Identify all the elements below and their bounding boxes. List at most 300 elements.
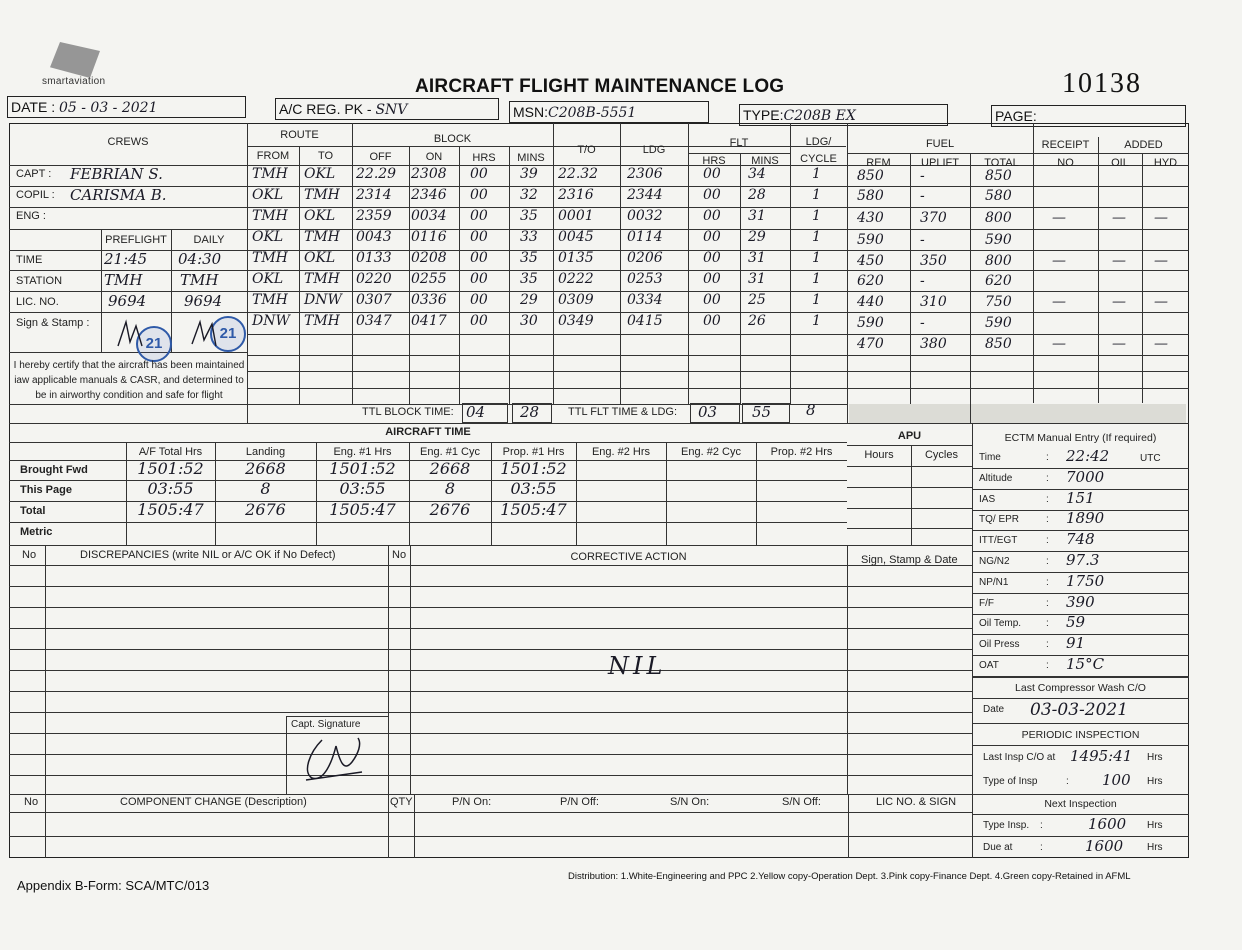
total-header: TOTAL xyxy=(984,157,1019,169)
logo-mark-icon xyxy=(50,42,100,78)
leg-6-to: 0222 xyxy=(558,271,594,287)
apu-header: APU xyxy=(897,430,922,442)
leg-1-bhrs: 00 xyxy=(470,166,488,182)
leg-8-bhrs: 00 xyxy=(470,313,488,329)
last-insp-value: 1495:41 xyxy=(1070,747,1133,765)
block-hrs-header: HRS xyxy=(472,152,496,164)
leg-5-ldg: 0206 xyxy=(627,250,663,266)
leg-1-bmins: 39 xyxy=(520,166,538,182)
leg-7-cyc: 1 xyxy=(812,292,821,308)
leg-2-from: OKL xyxy=(252,187,284,203)
leg-2-bmins: 32 xyxy=(520,187,538,203)
ectm-value-5: 748 xyxy=(1066,530,1095,549)
discrepancy-row-line xyxy=(9,775,972,776)
aircraft-time-r3-c2: 2676 xyxy=(245,500,286,519)
lic-sign-header: LIC NO. & SIGN xyxy=(876,796,957,808)
leg-5-on: 0208 xyxy=(411,250,447,266)
daily-lic: 9694 xyxy=(184,292,223,310)
ectm-colon-9: : xyxy=(1046,618,1049,630)
ttl-block-mins: 28 xyxy=(520,403,540,421)
leg-4-to: 0045 xyxy=(558,229,594,245)
daily-time: 04:30 xyxy=(178,250,222,268)
aircraft-time-row-label-1: Brought Fwd xyxy=(20,464,88,476)
leg-4-to: TMH xyxy=(304,229,340,245)
ectm-value-11: 15°C xyxy=(1066,655,1105,673)
ttl-ldg: 8 xyxy=(806,401,816,419)
flt-header: FLT xyxy=(729,137,749,149)
station-label: STATION xyxy=(16,275,63,287)
fuel-9-oil: — xyxy=(1112,336,1126,352)
fuel-5-rem: 450 xyxy=(857,253,884,269)
preflight-lic: 9694 xyxy=(108,292,147,310)
ectm-value-9: 59 xyxy=(1066,613,1086,632)
capt-label: CAPT : xyxy=(16,168,52,180)
leg-1-to: 22.32 xyxy=(558,166,599,182)
fuel-7-uplift: 310 xyxy=(920,294,947,310)
aircraft-time-r3-c4: 2676 xyxy=(429,500,471,519)
comp-no-header: No xyxy=(24,796,39,808)
date-value: 05 - 03 - 2021 xyxy=(58,100,158,116)
fuel-3-receipt: — xyxy=(1052,210,1066,226)
ectm-colon-1: : xyxy=(1046,452,1049,463)
type-insp-label: Type of Insp xyxy=(983,776,1038,787)
landing-header: LDG xyxy=(642,144,666,156)
time-label: TIME xyxy=(16,254,43,266)
leg-8-to: TMH xyxy=(304,313,340,329)
on-header: ON xyxy=(425,151,443,163)
leg-2-on: 2346 xyxy=(411,187,447,203)
aircraft-time-r1-c5: 1501:52 xyxy=(500,459,567,478)
ectm-value-10: 91 xyxy=(1066,634,1086,653)
compressor-date-label: Date xyxy=(983,704,1005,715)
leg-3-fmins: 31 xyxy=(748,208,766,224)
last-insp-label: Last Insp C/O at xyxy=(983,752,1056,763)
leg-8-to: 0349 xyxy=(558,313,594,329)
block-header: BLOCK xyxy=(433,133,472,145)
leg-7-fmins: 25 xyxy=(748,292,766,308)
route-header: ROUTE xyxy=(280,129,319,141)
msn-field[interactable] xyxy=(509,101,709,123)
next-inspection-header: Next Inspection xyxy=(1044,798,1117,810)
leg-5-fmins: 31 xyxy=(748,250,766,266)
leg-5-cyc: 1 xyxy=(812,250,821,266)
periodic-inspection-header: PERIODIC INSPECTION xyxy=(1021,729,1140,741)
page-title: AIRCRAFT FLIGHT MAINTENANCE LOG xyxy=(415,76,785,97)
fuel-2-total: 580 xyxy=(985,188,1012,204)
type-insp-value: 100 xyxy=(1102,771,1131,789)
ttl-block-label: TTL BLOCK TIME: xyxy=(362,406,454,418)
leg-1-to: OKL xyxy=(304,166,336,182)
leg-7-to: DNW xyxy=(304,292,342,308)
next-type-label: Type Insp. xyxy=(983,820,1030,831)
leg-7-on: 0336 xyxy=(411,292,447,308)
leg-5-to: OKL xyxy=(304,250,336,266)
aircraft-time-r2-c1: 03:55 xyxy=(147,479,194,498)
fuel-3-hyd: — xyxy=(1154,210,1168,226)
leg-3-from: TMH xyxy=(252,208,288,224)
leg-8-from: DNW xyxy=(252,313,290,329)
aircraft-time-header: AIRCRAFT TIME xyxy=(385,426,471,438)
leg-3-on: 0034 xyxy=(411,208,447,224)
preflight-stamp: 21 xyxy=(136,326,172,362)
due-at-unit: Hrs xyxy=(1147,842,1163,853)
fuel-9-hyd: — xyxy=(1154,336,1168,352)
fuel-header: FUEL xyxy=(925,138,955,150)
eng-label: ENG : xyxy=(16,210,46,222)
apu-hours-header: Hours xyxy=(864,449,894,461)
fuel-8-uplift: - xyxy=(920,315,925,331)
fuel-1-total: 850 xyxy=(985,168,1012,184)
nil-entry: NIL xyxy=(608,652,667,680)
preflight-header: PREFLIGHT xyxy=(105,234,167,246)
added-header: ADDED xyxy=(1124,139,1163,151)
sign-label: Sign & Stamp : xyxy=(16,317,90,329)
discrepancy-row-line xyxy=(9,628,972,629)
msn-label: MSN: xyxy=(513,104,548,120)
aircraft-time-col-6: Eng. #2 Hrs xyxy=(591,446,651,458)
reg-label: A/C REG. PK - xyxy=(279,101,372,117)
fuel-4-total: 590 xyxy=(985,232,1012,248)
aircraft-time-col-1: A/F Total Hrs xyxy=(138,446,203,458)
apu-cycles-header: Cycles xyxy=(924,449,958,461)
ectm-label-10: Oil Press xyxy=(979,639,1020,651)
aircraft-time-r3-c3: 1505:47 xyxy=(329,500,396,519)
ectm-value-3: 151 xyxy=(1066,488,1095,507)
flt-mins-header: MINS xyxy=(751,155,779,167)
due-at-value: 1600 xyxy=(1085,837,1124,855)
leg-6-fmins: 31 xyxy=(748,271,766,287)
leg-6-fhrs: 00 xyxy=(703,271,721,287)
aircraft-time-col-7: Eng. #2 Cyc xyxy=(681,446,741,458)
captain-signature-label: Capt. Signature xyxy=(291,719,361,730)
fuel-6-uplift: - xyxy=(920,273,925,289)
last-insp-unit: Hrs xyxy=(1147,752,1163,763)
ectm-label-7: NP/N1 xyxy=(979,576,1009,588)
leg-6-bhrs: 00 xyxy=(470,271,488,287)
copil-value: CARISMA B. xyxy=(70,186,167,204)
fuel-7-rem: 440 xyxy=(857,294,884,310)
leg-5-bhrs: 00 xyxy=(470,250,488,266)
crews-header: CREWS xyxy=(107,136,149,148)
reg-field[interactable] xyxy=(275,98,499,120)
logo-text: smartaviation xyxy=(42,76,106,87)
fuel-6-rem: 620 xyxy=(857,273,884,289)
fuel-7-total: 750 xyxy=(985,294,1012,310)
ectm-colon-5: : xyxy=(1046,535,1049,547)
fuel-5-oil: — xyxy=(1112,253,1126,269)
fuel-3-rem: 430 xyxy=(857,210,884,226)
reg-value: SNV xyxy=(375,102,408,118)
leg-4-from: OKL xyxy=(252,229,284,245)
leg-4-off: 0043 xyxy=(356,229,392,245)
receipt-header-2: NO xyxy=(1057,157,1074,169)
fuel-3-uplift: 370 xyxy=(920,210,947,226)
fuel-9-rem: 470 xyxy=(857,336,884,352)
ectm-colon-8: : xyxy=(1046,597,1049,609)
pn-off-header: P/N Off: xyxy=(560,796,599,808)
preflight-time: 21:45 xyxy=(104,250,148,268)
leg-5-from: TMH xyxy=(252,250,288,266)
leg-1-cyc: 1 xyxy=(812,166,821,182)
fuel-7-receipt: — xyxy=(1052,294,1066,310)
fuel-7-hyd: — xyxy=(1154,294,1168,310)
leg-7-bhrs: 00 xyxy=(470,292,488,308)
leg-3-bmins: 35 xyxy=(520,208,538,224)
receipt-header-1: RECEIPT xyxy=(1041,139,1090,151)
corrective-action-header: CORRECTIVE ACTION xyxy=(570,551,687,563)
ectm-colon-2: : xyxy=(1046,472,1049,484)
corrective-no-header: No xyxy=(392,549,407,561)
leg-3-bhrs: 00 xyxy=(470,208,488,224)
preflight-station: TMH xyxy=(104,271,143,289)
leg-5-off: 0133 xyxy=(356,250,392,266)
uplift-header: UPLIFT xyxy=(921,157,959,169)
ectm-value-6: 97.3 xyxy=(1066,551,1100,569)
fuel-5-total: 800 xyxy=(985,253,1012,269)
ectm-colon-3: : xyxy=(1046,493,1049,505)
leg-1-ldg: 2306 xyxy=(627,166,663,182)
fuel-1-uplift: - xyxy=(920,168,925,184)
fuel-7-oil: — xyxy=(1112,294,1126,310)
discrepancy-row-line xyxy=(9,754,972,755)
ttl-flt-hrs: 03 xyxy=(698,403,718,421)
compressor-date-value: 03-03-2021 xyxy=(1030,700,1129,720)
ectm-label-9: Oil Temp. xyxy=(979,618,1022,630)
fuel-1-rem: 850 xyxy=(857,168,884,184)
hyd-header: HYD xyxy=(1153,157,1178,169)
next-type-value: 1600 xyxy=(1088,815,1127,833)
ectm-colon-7: : xyxy=(1046,576,1049,588)
leg-6-on: 0255 xyxy=(411,271,447,287)
ectm-label-5: ITT/EGT xyxy=(979,535,1018,547)
aircraft-time-r1-c4: 2668 xyxy=(429,459,471,478)
crew-signatures xyxy=(112,316,242,356)
ectm-label-6: NG/N2 xyxy=(979,556,1010,567)
ectm-label-8: F/F xyxy=(979,597,994,609)
aircraft-time-r2-c5: 03:55 xyxy=(510,479,557,498)
leg-5-fhrs: 00 xyxy=(703,250,721,266)
leg-5-to: 0135 xyxy=(558,250,594,266)
discrepancy-row-line xyxy=(9,670,972,671)
ectm-label-11: OAT xyxy=(979,660,999,671)
leg-6-to: TMH xyxy=(304,271,340,287)
aircraft-time-r3-c1: 1505:47 xyxy=(137,500,204,519)
ttl-block-hrs: 04 xyxy=(466,403,486,421)
leg-3-cyc: 1 xyxy=(812,208,821,224)
sign-stamp-date-header: Sign, Stamp & Date xyxy=(861,554,958,566)
leg-8-fhrs: 00 xyxy=(703,313,721,329)
rem-header: REM xyxy=(866,157,891,169)
takeoff-header: T/O xyxy=(577,144,596,156)
ectm-header: ECTM Manual Entry (If required) xyxy=(1004,432,1157,444)
aircraft-time-row-label-2: This Page xyxy=(20,484,72,496)
ectm-colon-11: : xyxy=(1046,660,1049,671)
fuel-3-oil: — xyxy=(1112,210,1126,226)
ectm-colon-4: : xyxy=(1046,514,1049,526)
aircraft-time-col-8: Prop. #2 Hrs xyxy=(770,446,833,458)
appendix-form-ref: Appendix B-Form: SCA/MTC/013 xyxy=(17,878,210,893)
leg-2-ldg: 2344 xyxy=(627,187,663,203)
distribution-note: Distribution: 1.White-Engineering and PPC 2.Yellow copy-Operation Dept. 3.Pink copy-Finance Dept. 4.Green copy-Retained in AFML xyxy=(568,871,1131,882)
fuel-8-rem: 590 xyxy=(857,315,884,331)
leg-3-fhrs: 00 xyxy=(703,208,721,224)
leg-8-cyc: 1 xyxy=(812,313,821,329)
ldg-cycle-header-1: LDG/ xyxy=(805,136,832,148)
to-header: TO xyxy=(317,150,334,162)
ldg-cycle-header-2: CYCLE xyxy=(800,153,837,165)
ectm-label-3: IAS xyxy=(979,493,996,505)
leg-2-cyc: 1 xyxy=(812,187,821,203)
leg-7-bmins: 29 xyxy=(520,292,538,308)
flt-hrs-header: HRS xyxy=(702,155,726,167)
block-mins-header: MINS xyxy=(517,152,545,164)
leg-2-fmins: 28 xyxy=(748,187,766,203)
leg-3-to: 0001 xyxy=(558,208,594,224)
ectm-colon-10: : xyxy=(1046,639,1049,651)
form-number: 10138 xyxy=(1062,68,1142,99)
fuel-5-receipt: — xyxy=(1052,253,1066,269)
fuel-5-uplift: 350 xyxy=(920,253,947,269)
discrepancy-row-line xyxy=(9,712,972,713)
leg-4-on: 0116 xyxy=(411,229,447,245)
leg-7-from: TMH xyxy=(252,292,288,308)
aircraft-time-r3-c5: 1505:47 xyxy=(500,500,567,519)
ectm-unit-1: UTC xyxy=(1140,453,1161,464)
daily-station: TMH xyxy=(180,271,219,289)
ectm-value-4: 1890 xyxy=(1066,509,1105,528)
sn-on-header: S/N On: xyxy=(670,796,710,808)
leg-2-to: TMH xyxy=(304,187,340,203)
ectm-value-8: 390 xyxy=(1066,592,1095,611)
aircraft-time-r2-c3: 03:55 xyxy=(339,479,386,498)
shaded-area xyxy=(849,404,1186,424)
leg-1-fmins: 34 xyxy=(748,166,766,182)
aircraft-time-r1-c3: 1501:52 xyxy=(329,459,396,478)
leg-3-off: 2359 xyxy=(356,208,392,224)
leg-2-off: 2314 xyxy=(356,187,392,203)
leg-8-off: 0347 xyxy=(356,313,392,329)
leg-6-cyc: 1 xyxy=(812,271,821,287)
fuel-9-uplift: 380 xyxy=(920,336,947,352)
off-header: OFF xyxy=(369,151,392,163)
oil-header: OIL xyxy=(1111,157,1129,169)
leg-4-fmins: 29 xyxy=(748,229,766,245)
fuel-2-uplift: - xyxy=(920,188,925,204)
ttl-flt-mins: 55 xyxy=(752,403,772,421)
ttl-flt-label: TTL FLT TIME & LDG: xyxy=(568,406,678,418)
msn-value: C208B-5551 xyxy=(548,105,637,121)
ectm-value-7: 1750 xyxy=(1066,571,1105,590)
leg-2-bhrs: 00 xyxy=(470,187,488,203)
leg-6-off: 0220 xyxy=(356,271,392,287)
leg-4-ldg: 0114 xyxy=(627,229,663,245)
aircraft-time-row-label-3: Total xyxy=(20,505,46,517)
leg-8-fmins: 26 xyxy=(748,313,766,329)
ectm-value-1: 22:42 xyxy=(1066,447,1110,465)
fuel-3-total: 800 xyxy=(985,210,1012,226)
leg-1-fhrs: 00 xyxy=(703,166,721,182)
leg-7-ldg: 0334 xyxy=(627,292,663,308)
captain-signature xyxy=(292,732,372,788)
aircraft-time-r1-c2: 2668 xyxy=(245,459,286,478)
discrepancy-row-line xyxy=(9,691,972,692)
aircraft-time-col-3: Eng. #1 Hrs xyxy=(333,446,392,458)
leg-6-from: OKL xyxy=(252,271,284,287)
leg-1-from: TMH xyxy=(252,166,288,182)
page-label: PAGE: xyxy=(995,108,1037,124)
leg-2-to: 2316 xyxy=(558,187,594,203)
fuel-9-receipt: — xyxy=(1052,336,1066,352)
type-label: TYPE: xyxy=(743,107,784,123)
date-label: DATE : xyxy=(11,99,56,115)
leg-8-bmins: 30 xyxy=(520,313,538,329)
fuel-5-hyd: — xyxy=(1154,253,1168,269)
discrepancy-row-line xyxy=(9,649,972,650)
qty-header: QTY xyxy=(390,796,413,808)
disc-header: DISCREPANCIES (write NIL or A/C OK if No Defect) xyxy=(80,549,336,561)
compressor-wash-header: Last Compressor Wash C/O xyxy=(1015,682,1146,694)
leg-4-fhrs: 00 xyxy=(703,229,721,245)
leg-8-ldg: 0415 xyxy=(627,313,663,329)
leg-7-fhrs: 00 xyxy=(703,292,721,308)
ectm-label-2: Altitude xyxy=(979,472,1013,484)
ectm-label-4: TQ/ EPR xyxy=(979,514,1020,526)
company-logo xyxy=(42,38,142,93)
leg-4-bmins: 33 xyxy=(520,229,538,245)
ectm-colon-6: : xyxy=(1046,556,1049,567)
due-at-label: Due at xyxy=(983,842,1013,853)
certification-text: I hereby certify that the aircraft has been maintained iaw applicable manuals & CASR, and determined to be in airworthy condition and safe for flight xyxy=(13,360,245,401)
daily-header: DAILY xyxy=(193,234,225,246)
fuel-4-uplift: - xyxy=(920,232,925,248)
daily-stamp: 21 xyxy=(210,316,246,352)
leg-4-bhrs: 00 xyxy=(470,229,488,245)
date-field[interactable] xyxy=(7,96,246,118)
discrepancy-row-line xyxy=(9,733,972,734)
ectm-value-2: 7000 xyxy=(1066,467,1105,486)
leg-2-fhrs: 00 xyxy=(703,187,721,203)
ectm-label-1: Time xyxy=(979,452,1001,463)
leg-1-off: 22.29 xyxy=(356,166,397,182)
fuel-4-rem: 590 xyxy=(857,232,884,248)
aircraft-time-col-2: Landing xyxy=(245,446,286,458)
sn-off-header: S/N Off: xyxy=(782,796,821,808)
leg-7-to: 0309 xyxy=(558,292,594,308)
comp-change-header: COMPONENT CHANGE (Description) xyxy=(120,796,307,808)
aircraft-time-r2-c2: 8 xyxy=(260,479,271,498)
fuel-2-rem: 580 xyxy=(857,188,884,204)
aircraft-time-r2-c4: 8 xyxy=(444,479,456,498)
leg-7-off: 0307 xyxy=(356,292,392,308)
leg-6-bmins: 35 xyxy=(520,271,538,287)
discrepancy-row-line xyxy=(9,586,972,587)
type-value: C208B EX xyxy=(783,108,856,124)
leg-6-ldg: 0253 xyxy=(627,271,663,287)
pn-on-header: P/N On: xyxy=(452,796,492,808)
fuel-9-total: 850 xyxy=(985,336,1012,352)
copil-label: COPIL : xyxy=(16,189,55,201)
fuel-6-total: 620 xyxy=(985,273,1012,289)
aircraft-time-r1-c1: 1501:52 xyxy=(137,459,204,478)
leg-1-on: 2308 xyxy=(411,166,447,182)
next-type-unit: Hrs xyxy=(1147,820,1163,831)
leg-8-on: 0417 xyxy=(411,313,447,329)
aircraft-time-col-5: Prop. #1 Hrs xyxy=(502,446,565,458)
capt-value: FEBRIAN S. xyxy=(70,165,163,183)
leg-3-to: OKL xyxy=(304,208,336,224)
lic-label: LIC. NO. xyxy=(16,296,59,308)
disc-no-header: No xyxy=(22,549,37,561)
